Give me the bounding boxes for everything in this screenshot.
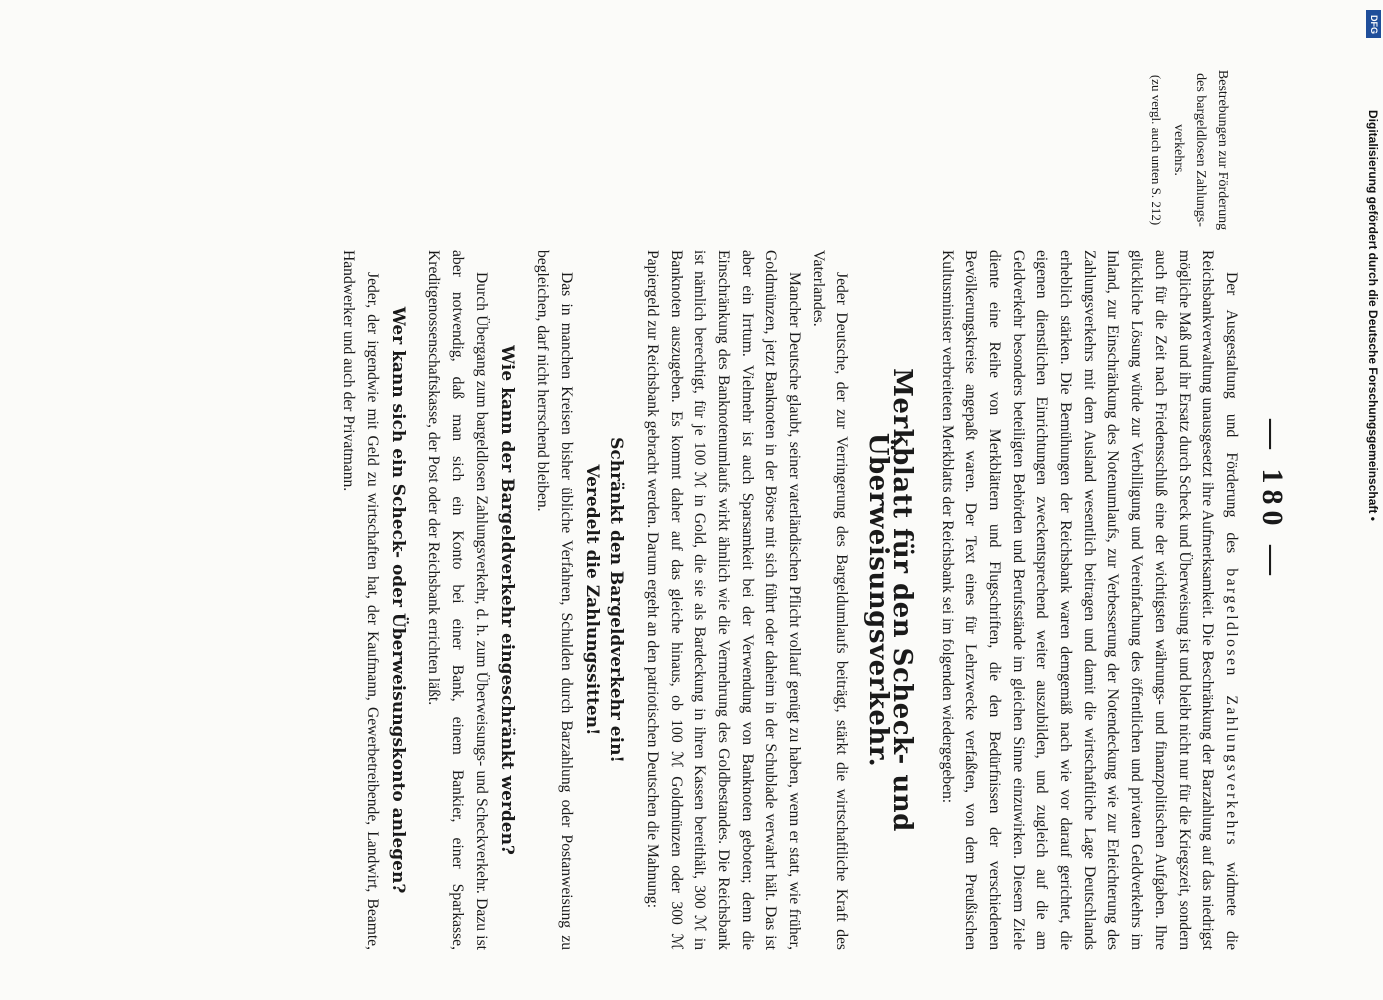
paragraph-intro-spaced: bargeldlosen Zahlungsverkehrs — [1223, 568, 1240, 848]
main-text — [336, 250, 1243, 950]
paragraph-intro-rest: widmete die Reichsbankverwaltung unausgesetzt ihre Aufmerksamkeit. Die Beschränkung der Barzahlung auf das niedrigst mögliche Maß und ihr Ersatz durch Scheck und Überweisung ist und bleibt nicht nur für die Kriegszeit, sondern auch für die Zeit nach Friedensschluß eine der wichtigsten währungs- und finanzpolitischen Aufgaben. Ihre glückliche Lösung würde zur Verbilligung und Vereinfachung des öffentlichen und privaten Geldverkehrs im Inland, zur Einschränkung des Notenumlaufs, zur Verbesserung der Notendeckung wie zur Erleichterung des Zahlungsverkehrs mit dem Ausland wesentlich beitragen und damit die wirtschaftliche Lage Deutschlands erheblich stärken. Die Bemühungen der Reichsbank waren demgemäß nach wie vor darauf gerichtet, die eigenen dienstlichen Einrichtungen zweckentsprechend weiter auszubilden, und zugleich auf die am Geldverkehr besonders beteiligten Behörden und Berufsstände im gleichen Sinne einzuwirken. Diesem Ziele diente eine Reihe von Merkblättern und Flugschriften, die den Bedürfnissen der verschiedenen Bevölkerungskreise angepaßt waren. Der Text eines für Lehrzwecke verfaßten, von dem Preußischen Kultusminister verbreiteten Merkblatts der Reichsbank sei im folgenden wiedergegeben: — [938, 250, 1240, 950]
dfg-credit — [1360, 0, 1380, 1000]
paragraph-5: Durch Übergang zum bargeldlosen Zahlungsverkehr, d. h. zum Überweisungs- und Scheckverkehr. Dazu ist aber notwendig, daß man sich ein Konto bei einer Bank, einem Bankier, einer Sparkasse, Kreditgenossenschaftskasse, der Post oder der Reichsbank errichten läßt. — [425, 250, 490, 950]
margin-note-reference: (zu vergl. auch unten S. 212) — [1149, 74, 1164, 226]
heading-einschraenkung: Wie kann der Bargeldverkehr eingeschränkt werden? — [496, 345, 517, 855]
margin-note-text: Bestrebungen zur Förderung des bargeldlosen Zahlungsverkehrs. — [1171, 69, 1230, 231]
paragraph-3: Mancher Deutsche glaubt, seiner vaterländischen Pflicht vollauf genügt zu haben, wenn er statt, wie früher, Goldmünzen, jetzt Banknoten in der Börse mit sich führt oder daheim in der Schublade verwahrt hält. Das ist aber ein Irrtum. Vielmehr ist auch Sparsamkeit bei der Verwendung von Banknoten geboten; denn die Einschränkung des Banknotenumlaufs wirkt ähnlich wie die Vermehrung des Goldbestandes. Die Reichsbank ist nämlich berechtigt, für je 100 ℳ in Gold, die sie als Bardeckung in ihren Kassen bereithält, 300 ℳ in Banknoten auszugeben. Es kommt daher auf das gleiche hinaus, ob 100 ℳ Goldmünzen oder 300 ℳ Papiergeld zur Reichsbank gebracht werden. Darum ergeht an den patriotischen Deutschen die Mahnung: — [643, 250, 804, 950]
credit-text: Digitalisierung gefördert durch die Deutsche Forschungsgemeinschaft • — [1366, 110, 1380, 521]
heading-bargeld: Schränkt den Bargeldverkehr ein! — [606, 437, 627, 763]
dfg-logo: DFG — [1366, 10, 1381, 38]
paragraph-6: Jeder, der irgendwie mit Geld zu wirtschaften hat, der Kaufmann, Gewerbetreibende, Landwirt, Beamte, Handwerker und auch der Privatmann. — [339, 250, 381, 950]
heading-konto: Wer kann sich ein Scheck- oder Überweisungskonto anlegen? — [387, 306, 408, 894]
paragraph-2: Jeder Deutsche, der zur Verringerung des Bargeldumlaufs beiträgt, stärkt die wirtschaftliche Kraft des Vaterlandes. — [809, 250, 851, 950]
page-number: — 180 — — [1256, 419, 1289, 581]
heading-zahlungssitten: Veredelt die Zahlungssitten! — [582, 464, 603, 736]
margin-note — [1145, 60, 1233, 240]
paragraph-intro — [935, 250, 1243, 950]
paragraph-intro-lead: Der Ausgestaltung und Förderung des — [1223, 272, 1240, 554]
paragraph-4: Das in manchen Kreisen bisher übliche Verfahren, Schulden durch Barzahlung oder Postanweisung zu begleichen, darf nicht herrschend bleiben. — [534, 250, 576, 950]
merkblatt-title: Merkblatt für den Scheck- und Überweisungsverkehr. — [863, 368, 917, 832]
